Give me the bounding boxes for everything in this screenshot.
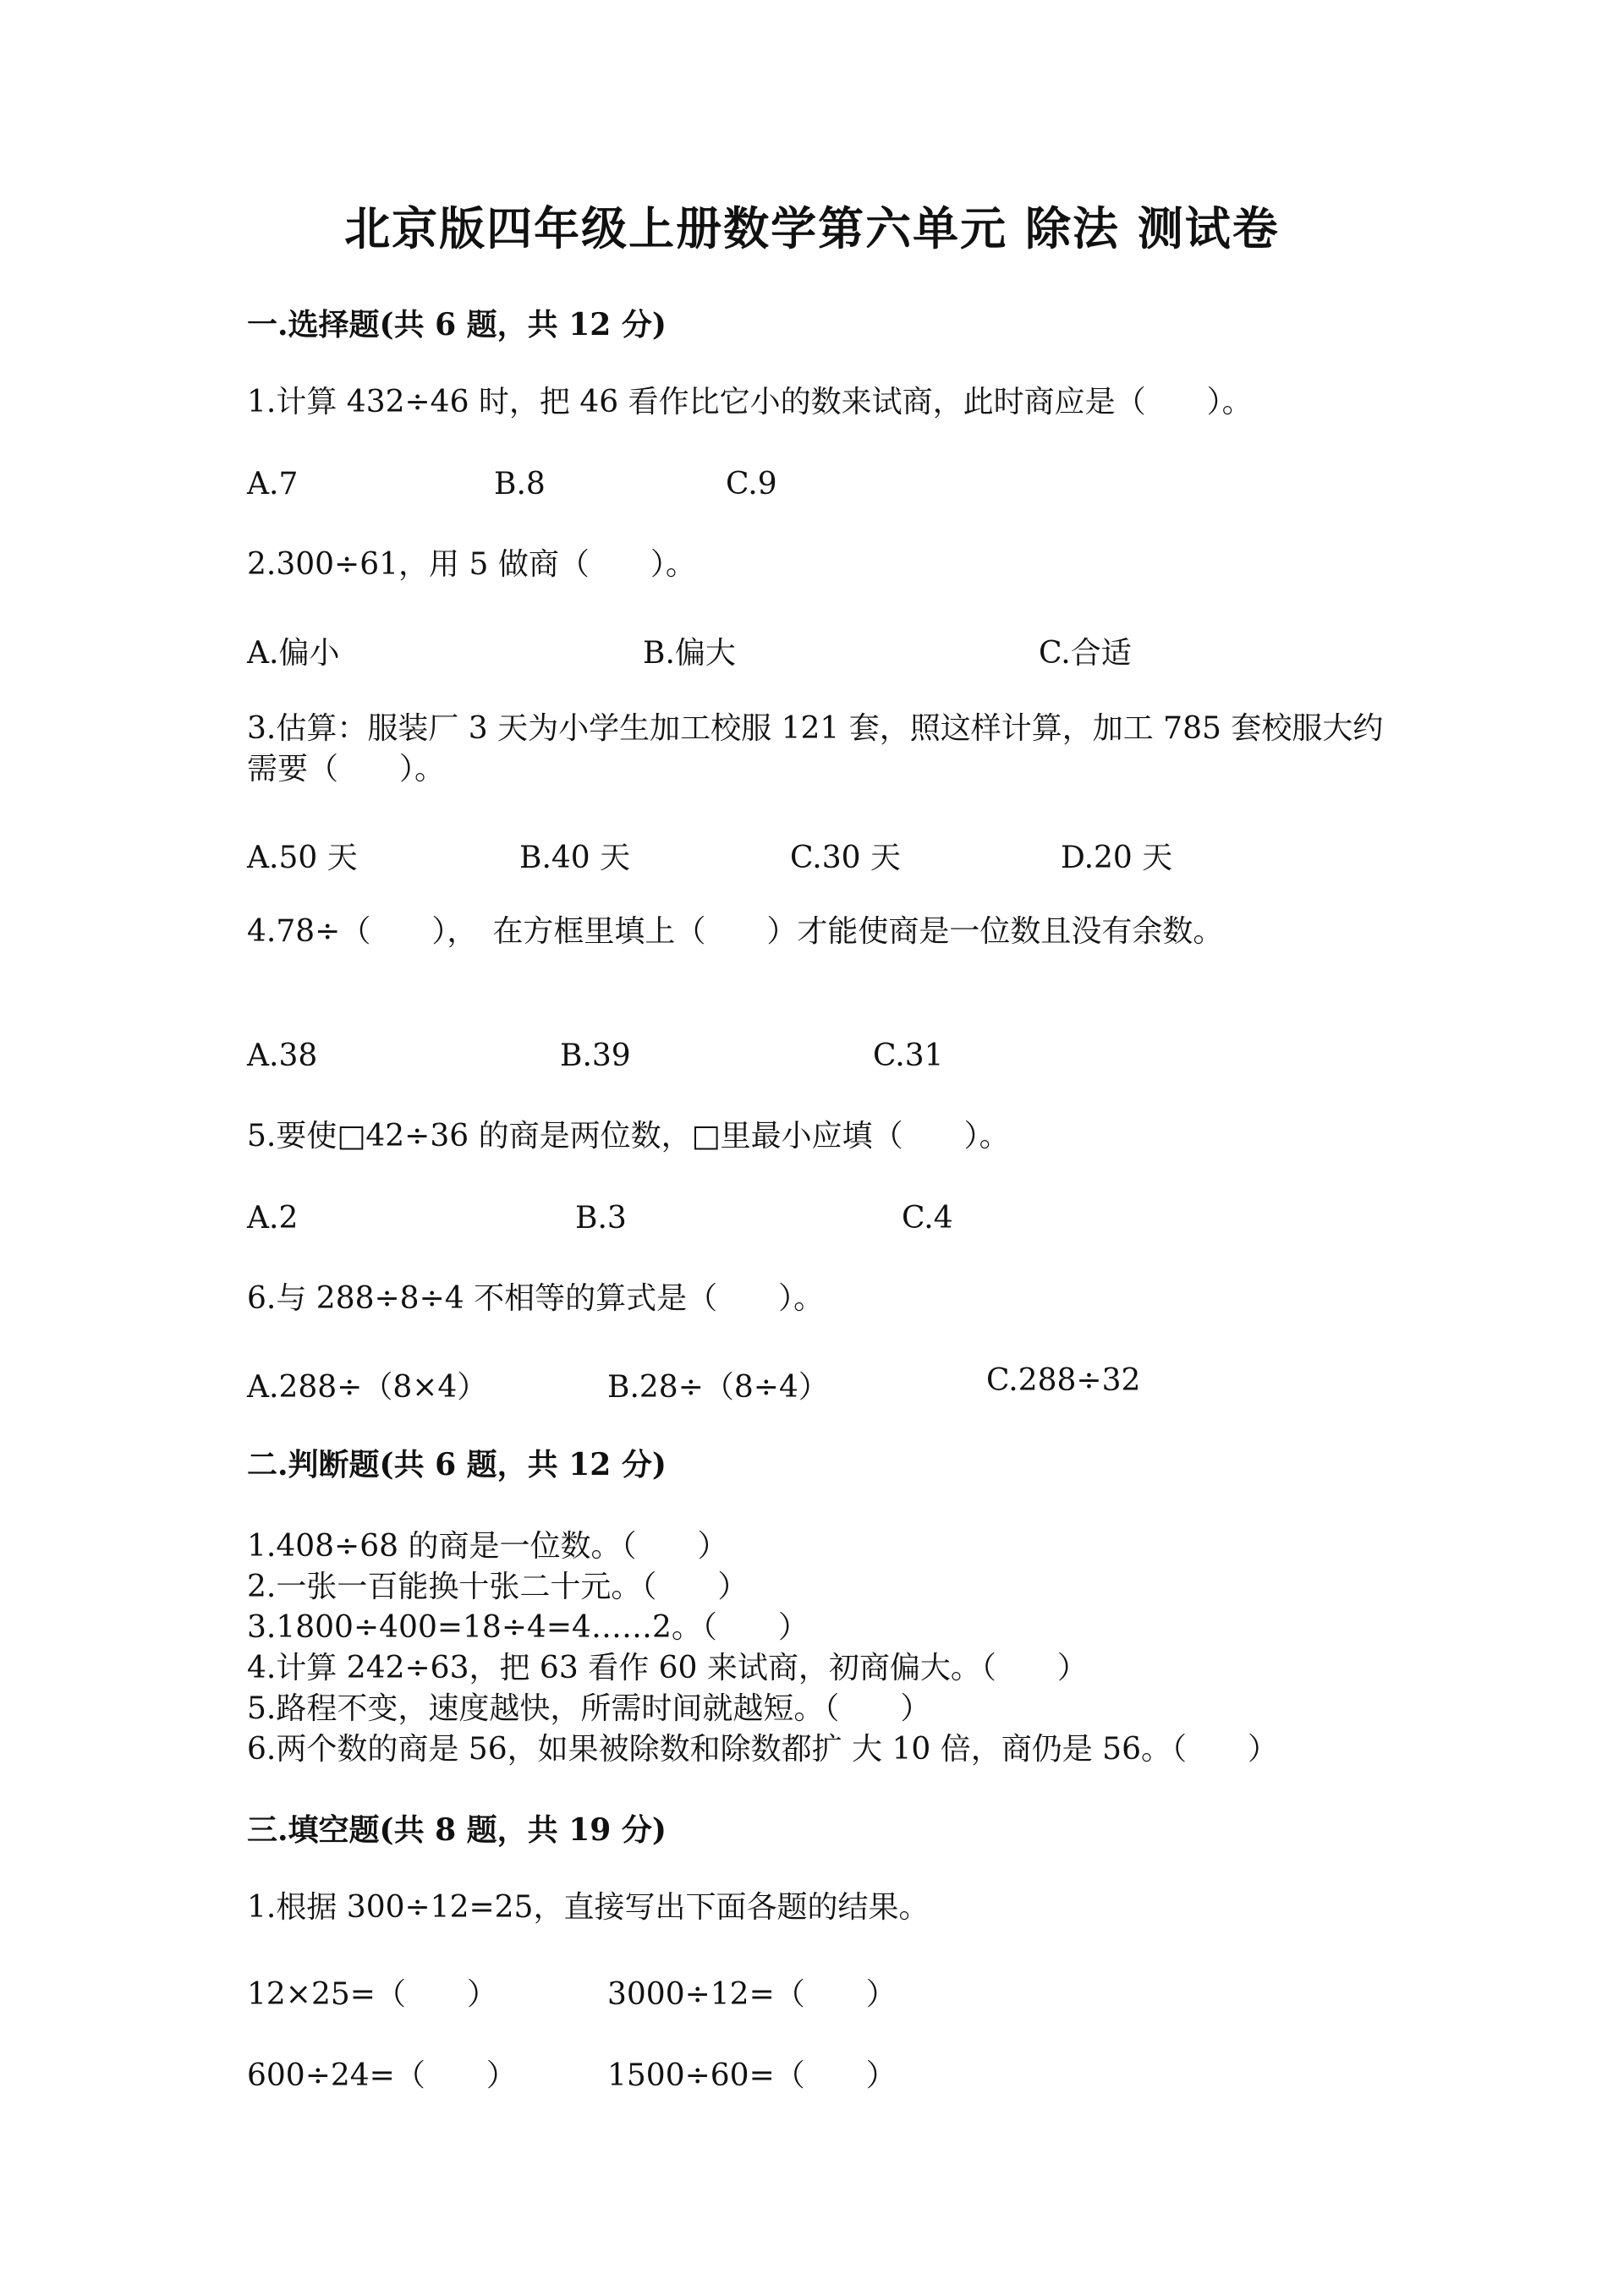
choice-question-4: 4.78÷（ ）， 在方框里填上（ ）才能使商是一位数且没有余数。 xyxy=(247,914,1224,949)
judgment-item: 1.408÷68 的商是一位数。（ ） xyxy=(247,1529,728,1564)
fill-blank: 3000÷12=（ ） xyxy=(607,1977,897,2012)
choice-question-2: 2.300÷61，用 5 做商（ ）。 xyxy=(247,547,696,582)
choice-option: B.偏大 xyxy=(643,636,736,671)
choice-option: B.39 xyxy=(560,1038,631,1073)
choice-question-6: 6.与 288÷8÷4 不相等的算式是（ ）。 xyxy=(247,1281,825,1316)
choice-question-1: 1.计算 432÷46 时，把 46 看作比它小的数来试商，此时商应是（ ）。 xyxy=(247,385,1253,419)
choice-option: C.31 xyxy=(873,1038,944,1073)
choice-option: A.288÷（8×4） xyxy=(247,1370,488,1405)
choice-option: D.20 天 xyxy=(1061,841,1173,875)
page-title: 北京版四年级上册数学第六单元 除法 测试卷 xyxy=(344,201,1280,255)
judgment-item: 2.一张一百能换十张二十元。（ ） xyxy=(247,1570,749,1604)
choice-option: C.4 xyxy=(902,1201,953,1236)
section-heading-choice: 一.选择题(共 6 题，共 12 分) xyxy=(247,307,667,342)
choice-option: B.3 xyxy=(575,1201,627,1236)
section-heading-fill: 三.填空题(共 8 题，共 19 分) xyxy=(247,1812,667,1848)
choice-option: C.9 xyxy=(726,467,777,501)
fill-blank: 12×25=（ ） xyxy=(247,1977,497,2012)
choice-option: C.合适 xyxy=(1039,636,1132,671)
choice-option: C.30 天 xyxy=(790,841,901,875)
choice-option: A.2 xyxy=(247,1201,299,1236)
judgment-item: 3.1800÷400=18÷4=4……2。（ ） xyxy=(247,1610,809,1645)
choice-option: B.8 xyxy=(494,467,546,501)
choice-question-3: 3.估算：服装厂 3 天为小学生加工校服 121 套，照这样计算，加工 785 套校服大约需要（ ）。 xyxy=(247,711,1384,786)
judgment-item: 6.两个数的商是 56，如果被除数和除数都扩 大 10 倍，商仍是 56。（ ） xyxy=(247,1732,1278,1767)
choice-option: C.288÷32 xyxy=(986,1363,1141,1398)
choice-option: B.28÷（8÷4） xyxy=(607,1370,829,1405)
fill-blank: 600÷24=（ ） xyxy=(247,2058,517,2093)
section-heading-judgment: 二.判断题(共 6 题，共 12 分) xyxy=(247,1447,667,1482)
judgment-item: 4.计算 242÷63，把 63 看作 60 来试商，初商偏大。（ ） xyxy=(247,1651,1088,1685)
choice-option: B.40 天 xyxy=(519,841,631,875)
choice-question-5: 5.要使□42÷36 的商是两位数，□里最小应填（ ）。 xyxy=(247,1119,1010,1153)
choice-option: A.偏小 xyxy=(247,636,340,671)
choice-option: A.7 xyxy=(247,467,299,501)
choice-option: A.38 xyxy=(247,1038,318,1073)
fill-blank: 1500÷60=（ ） xyxy=(607,2058,897,2093)
judgment-item: 5.路程不变，速度越快，所需时间就越短。（ ） xyxy=(247,1691,931,1726)
choice-option: A.50 天 xyxy=(247,841,358,875)
fill-question-1: 1.根据 300÷12=25，直接写出下面各题的结果。 xyxy=(247,1890,930,1925)
